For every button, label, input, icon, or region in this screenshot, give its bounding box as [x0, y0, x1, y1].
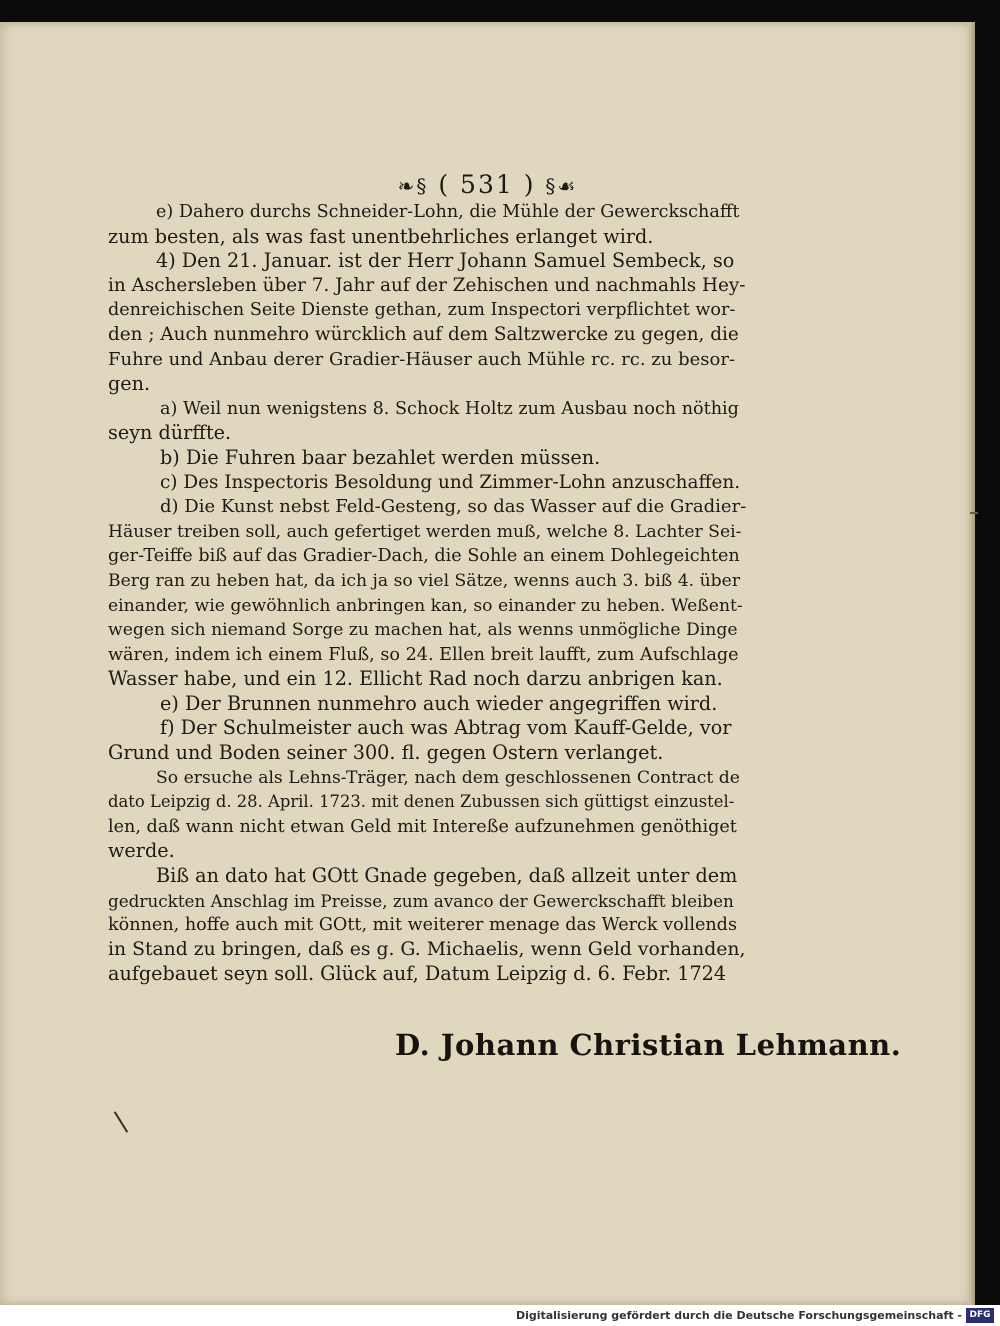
- text-line: gen.: [108, 372, 151, 396]
- text-line: d) Die Kunst nebst Feld-Gesteng, so das Wasser auf die Gradier-: [160, 496, 747, 518]
- funding-notice: Digitalisierung gefördert durch die Deutsche Forschungsgemeinschaft -: [515, 1309, 962, 1322]
- text-line: ger-Teiffe biß auf das Gradier-Dach, die Sohle an einem Dohlegeichten: [108, 546, 740, 567]
- header-right-ornament: §☙: [545, 174, 578, 198]
- text-line: in Aschersleben über 7. Jahr auf der Zehischen und nachmahls Hey-: [108, 274, 746, 296]
- page-edge: [969, 22, 975, 1305]
- footer-bar: [0, 1305, 1000, 1326]
- text-line: wegen sich niemand Sorge zu machen hat, als wenns unmögliche Dinge: [108, 620, 738, 641]
- text-line: werde.: [108, 839, 175, 863]
- text-line: den ; Auch nunmehro würcklich auf dem Saltzwercke zu gegen, die: [108, 323, 739, 345]
- text-line: gedruckten Anschlag im Preisse, zum avanco der Gewerckschafft bleiben: [108, 890, 734, 911]
- text-line: einander, wie gewöhnlich anbringen kan, so einander zu heben. Weßent-: [108, 595, 743, 616]
- text-line: 4) Den 21. Januar. ist der Herr Johann Samuel Sembeck, so: [156, 249, 735, 273]
- page-header: [0, 170, 975, 199]
- text-line: Berg ran zu heben hat, da ich ja so viel Sätze, wenns auch 3. biß 4. über: [108, 570, 741, 591]
- header-left-ornament: ❧§: [397, 174, 429, 198]
- text-line: len, daß wann nicht etwan Geld mit Intereße aufzunehmen genöthiget: [108, 816, 737, 837]
- text-line: f) Der Schulmeister auch was Abtrag vom Kauff-Gelde, vor: [160, 716, 732, 740]
- text-line: Fuhre und Anbau derer Gradier-Häuser auch Mühle rc. rc. zu besor-: [108, 348, 736, 370]
- text-line: denreichischen Seite Dienste gethan, zum Inspectori verpflichtet wor-: [108, 300, 736, 321]
- text-line: seyn dürffte.: [108, 421, 232, 445]
- text-line: zum besten, als was fast unentbehrliches erlanget wird.: [108, 224, 654, 248]
- dfg-logo: DFG: [966, 1308, 994, 1323]
- signature: D. Johann Christian Lehmann.: [395, 1028, 902, 1062]
- text-line: Wasser habe, und ein 12. Ellicht Rad noch darzu anbrigen kan.: [108, 667, 723, 691]
- text-line: in Stand zu bringen, daß es g. G. Michaelis, wenn Geld vorhanden,: [108, 938, 746, 960]
- text-line: b) Die Fuhren baar bezahlet werden müssen.: [160, 445, 601, 469]
- text-line: Biß an dato hat GOtt Gnade gegeben, daß allzeit unter dem: [156, 864, 738, 888]
- ink-mark: [114, 1111, 128, 1132]
- margin-mark: [970, 512, 978, 514]
- text-line: c) Des Inspectoris Besoldung und Zimmer-Lohn anzuschaffen.: [160, 471, 741, 493]
- text-line: dato Leipzig d. 28. April. 1723. mit denen Zubussen sich güttigst einzustel-: [108, 792, 735, 812]
- text-line: wären, indem ich einem Fluß, so 24. Ellen breit laufft, zum Aufschlage: [108, 644, 739, 665]
- text-line: Häuser treiben soll, auch gefertiget werden muß, welche 8. Lachter Sei-: [108, 521, 742, 542]
- text-line: e) Dahero durchs Schneider-Lohn, die Mühle der Gewerckschafft: [156, 202, 740, 222]
- page-number: ( 531 ): [438, 170, 536, 199]
- document-page: [0, 22, 975, 1305]
- text-line: e) Der Brunnen nunmehro auch wieder angegriffen wird.: [160, 691, 718, 715]
- text-line: a) Weil nun wenigstens 8. Schock Holtz zum Ausbau noch nöthig: [160, 398, 739, 419]
- text-line: So ersuche als Lehns-Träger, nach dem geschlossenen Contract de: [156, 767, 740, 788]
- text-line: Grund und Boden seiner 300. fl. gegen Ostern verlanget.: [108, 741, 664, 765]
- text-line: aufgebauet seyn soll. Glück auf, Datum Leipzig d. 6. Febr. 1724: [108, 962, 727, 986]
- body-text: [108, 200, 748, 987]
- text-line: können, hoffe auch mit GOtt, mit weiterer menage das Werck vollends: [108, 915, 737, 936]
